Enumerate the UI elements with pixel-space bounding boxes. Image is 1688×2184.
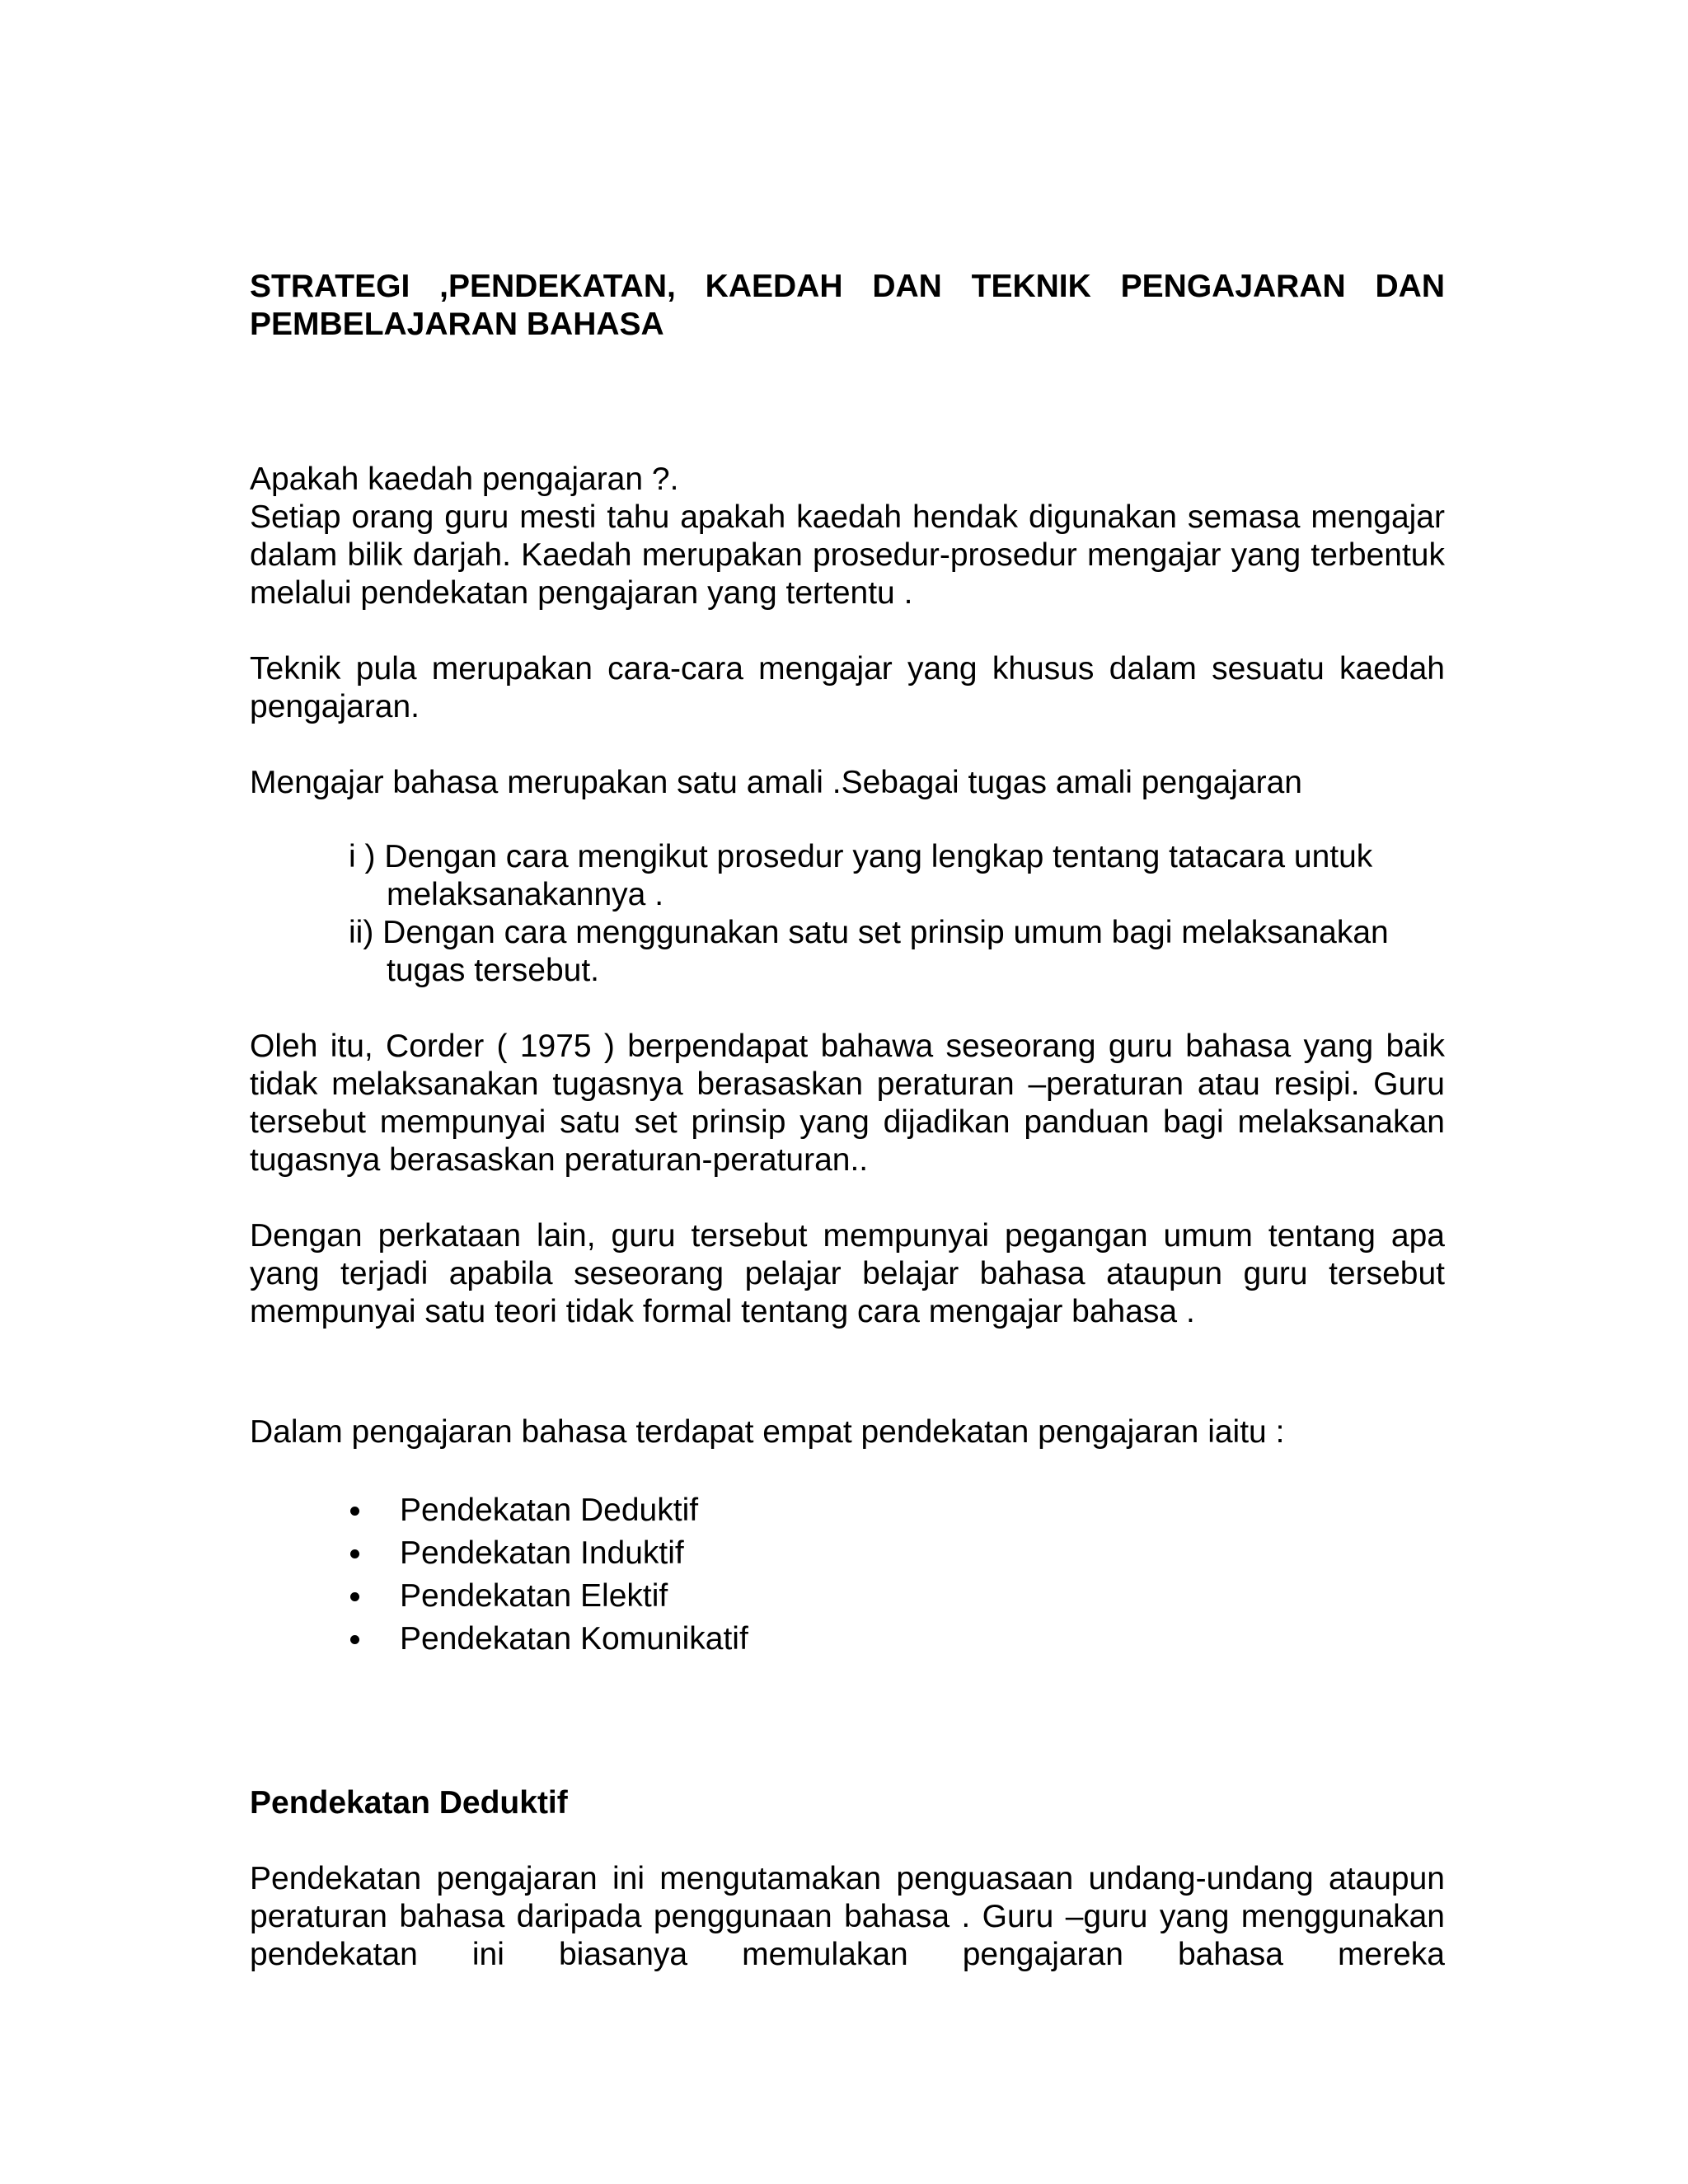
list-item [349,1618,1445,1661]
paragraph-teknik: Teknik pula merupakan cara-cara mengajar yang khusus dalam sesuatu kaedah pengajaran. [250,651,1445,724]
roman-list [349,838,1445,990]
approach-label: Pendekatan Deduktif [400,1493,699,1528]
bullet-icon [350,1507,359,1516]
list-item [349,1532,1445,1575]
document-body [250,268,1445,1974]
paragraph-empat-pendekatan: Dalam pengajaran bahasa terdapat empat pendekatan pengajaran iaitu : [250,1414,1285,1450]
paragraph-amali: Mengajar bahasa merupakan satu amali .Sebagai tugas amali pengajaran [250,765,1302,800]
roman-item: i ) Dengan cara mengikut prosedur yang lengkap tentang tatacara untuk melaksanakannya . [349,839,1373,912]
question-line: Apakah kaedah pengajaran ?. [250,462,679,497]
approach-label: Pendekatan Induktif [400,1535,684,1571]
approach-list [250,1489,1445,1661]
paragraph-kaedah: Setiap orang guru mesti tahu apakah kaedah hendak digunakan semasa mengajar dalam bilik darjah. Kaedah merupakan prosedur-prosedur mengajar yang terbentuk melalui pendekatan pengajaran yang tertentu . [250,499,1445,611]
paragraph-perkataan-lain: Dengan perkataan lain, guru tersebut mempunyai pegangan umum tentang apa yang terjadi apabila seseorang pelajar belajar bahasa ataupun guru tersebut mempunyai satu teori tidak formal tentang cara mengajar bahasa . [250,1218,1445,1329]
section-heading: Pendekatan Deduktif [250,1785,568,1821]
roman-item: ii) Dengan cara menggunakan satu set prinsip umum bagi melaksanakan tugas tersebut. [349,915,1389,988]
list-item [349,1489,1445,1532]
bullet-icon [350,1592,359,1601]
document-title: STRATEGI ,PENDEKATAN, KAEDAH DAN TEKNIK PENGAJARAN DAN PEMBELAJARAN BAHASA [250,269,1445,342]
paragraph-deduktif: Pendekatan pengajaran ini mengutamakan penguasaan undang-undang ataupun peraturan bahasa daripada penggunaan bahasa . Guru –guru yang menggunakan pendekatan ini biasanya memulakan pengajaran bahasa mereka [250,1861,1445,1972]
paragraph-corder: Oleh itu, Corder ( 1975 ) berpendapat bahawa seseorang guru bahasa yang baik tidak melaksanakan tugasnya berasaskan peraturan –peraturan atau resipi. Guru tersebut mempunyai satu set prinsip yang dijadikan panduan bagi melaksanakan tugasnya berasaskan peraturan-peraturan.. [250,1029,1445,1178]
bullet-icon [350,1549,359,1558]
approach-label: Pendekatan Elektif [400,1578,668,1614]
bullet-icon [350,1635,359,1644]
list-item [349,1575,1445,1618]
approach-label: Pendekatan Komunikatif [400,1621,748,1657]
